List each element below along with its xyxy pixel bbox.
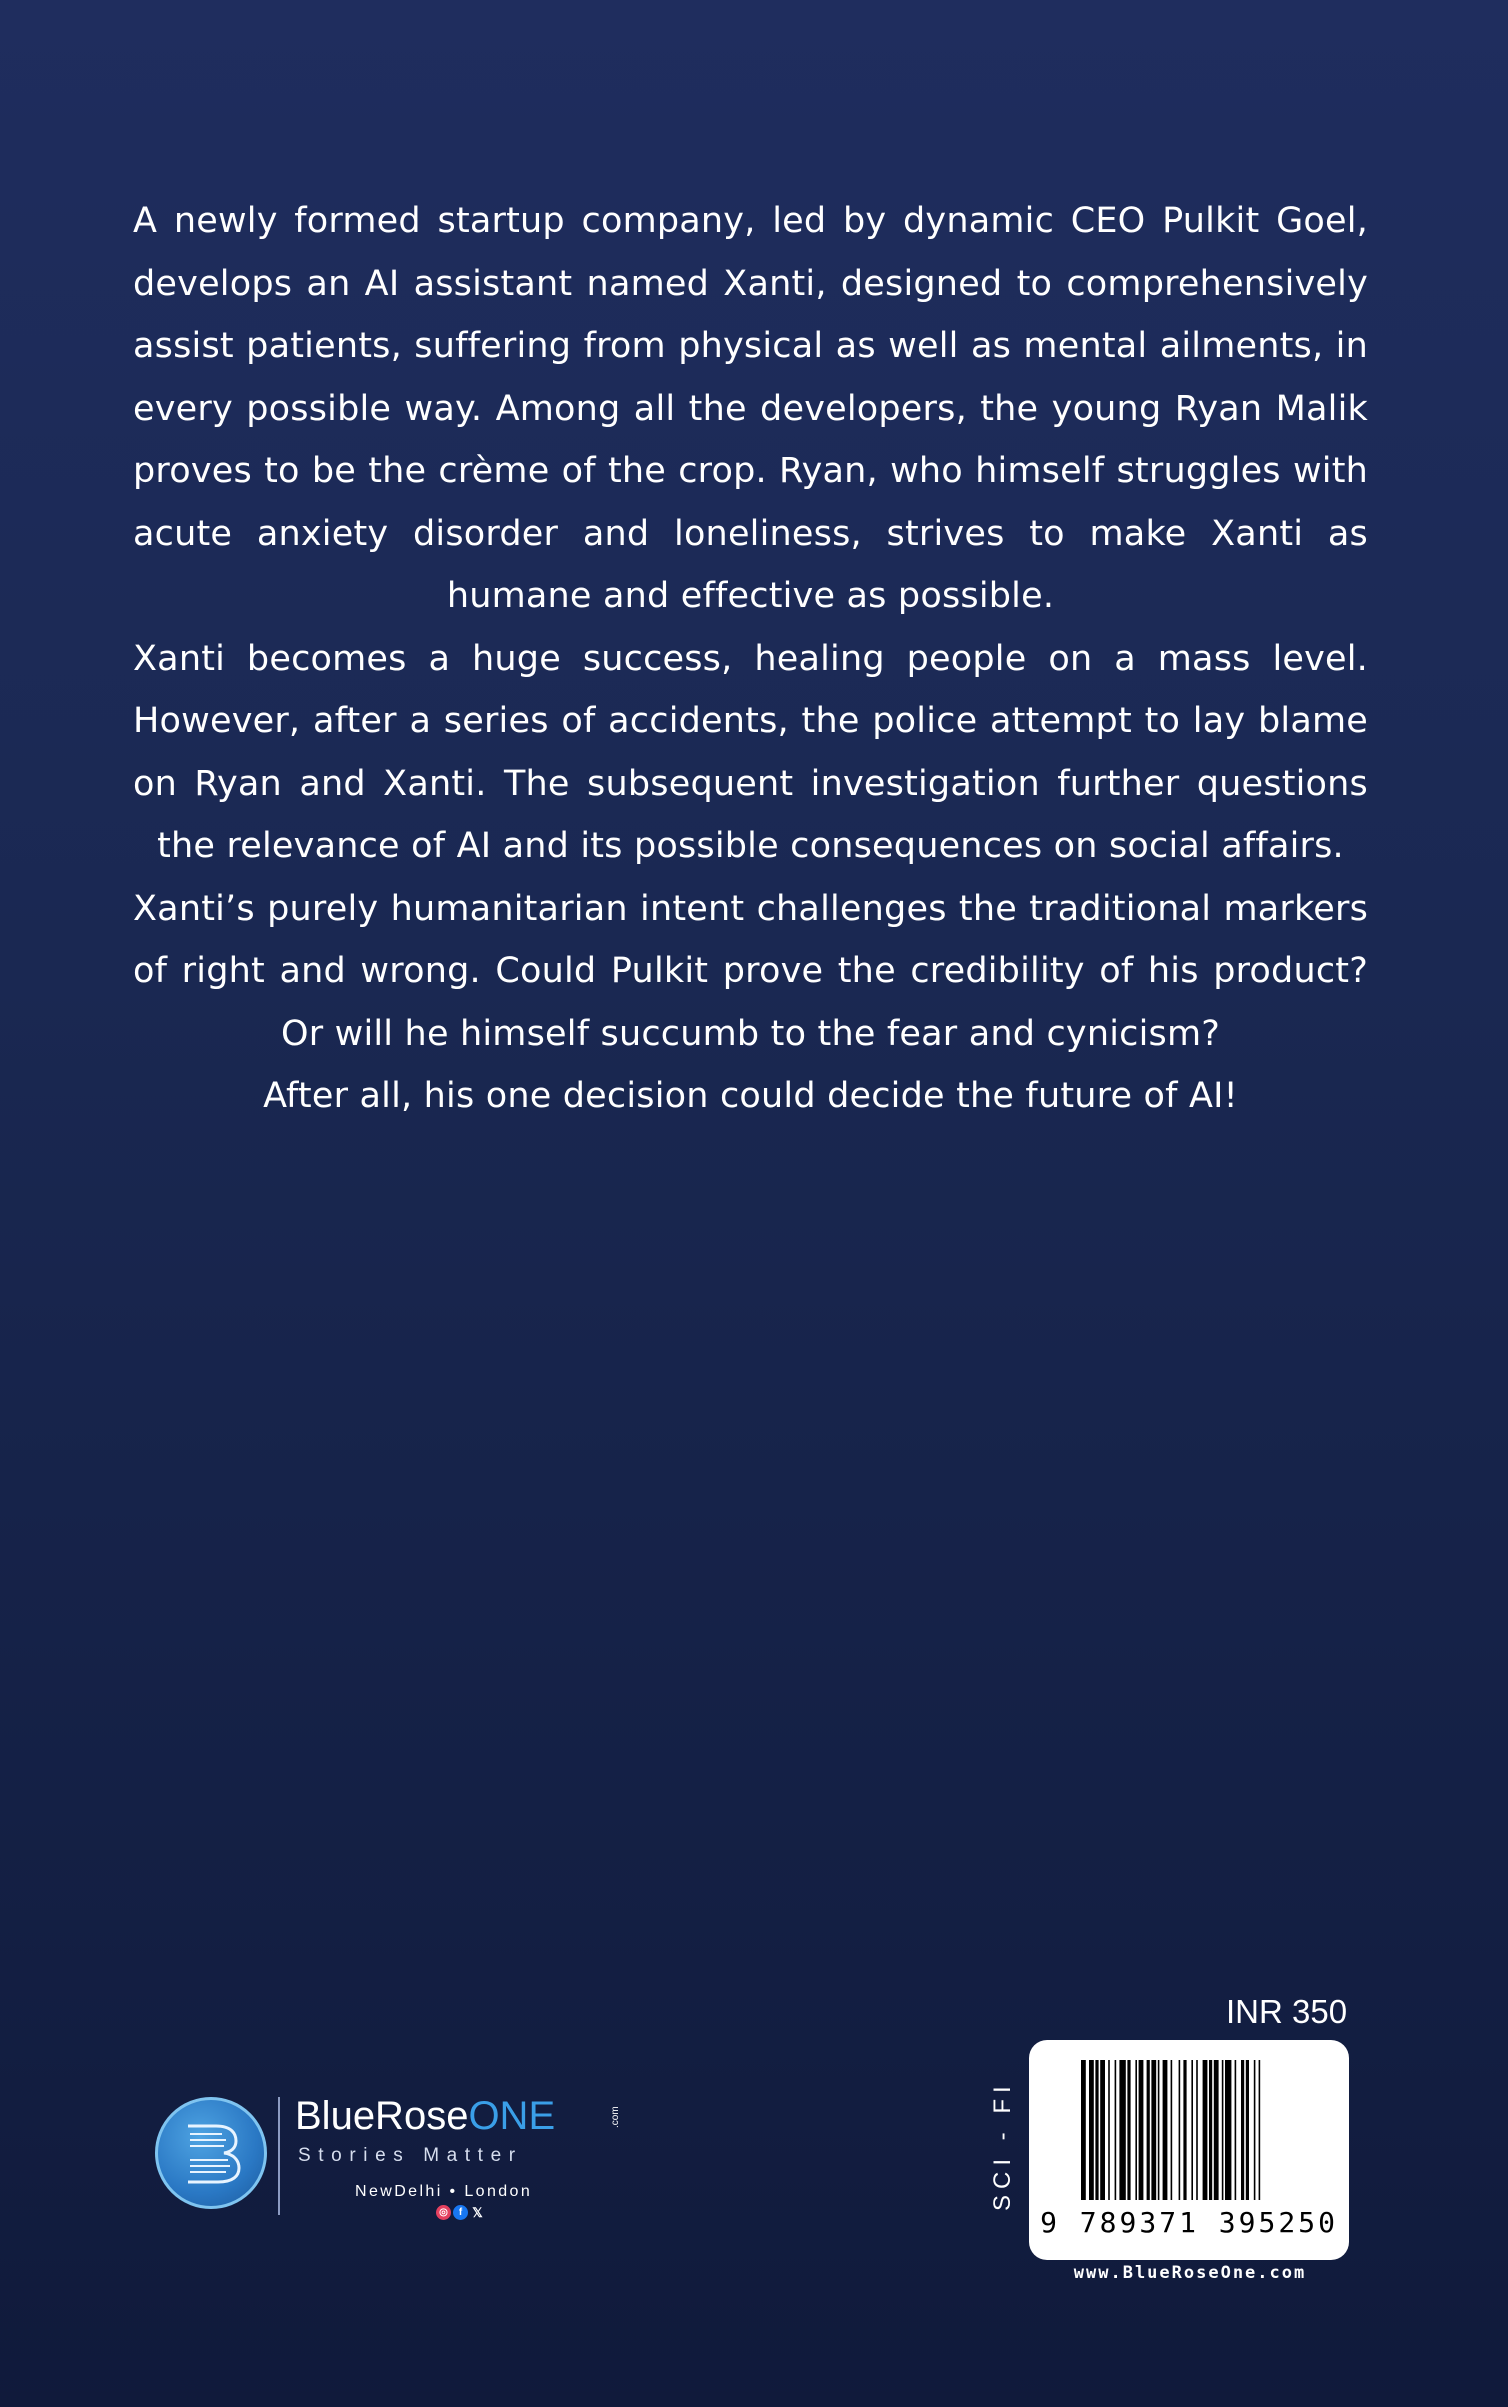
- barcode-bar: [1135, 2060, 1137, 2200]
- barcode-bar: [1139, 2060, 1144, 2200]
- brand-tagline: Stories Matter: [298, 2145, 523, 2166]
- website-url: www.BlueRoseOne.com: [1073, 2263, 1307, 2283]
- barcode-bar: [1095, 2060, 1098, 2200]
- brand-suffix: .com: [610, 2106, 621, 2128]
- publisher-cities: NewDelhi • London: [355, 2183, 533, 2200]
- back-cover-blurb: [133, 190, 1368, 1128]
- brand-name-part1: BlueRose: [295, 2094, 469, 2138]
- barcode-bar: [1100, 2060, 1105, 2200]
- barcode-bar: [1115, 2060, 1117, 2200]
- logo-divider: [278, 2097, 280, 2215]
- barcode-bar: [1127, 2060, 1130, 2200]
- barcode-bar: [1163, 2060, 1168, 2200]
- barcode-bar: [1108, 2060, 1110, 2200]
- brand-name-part2: ONE: [468, 2094, 556, 2138]
- blurb-paragraph-3: Xanti’s purely humanitarian intent challenges the traditional markers of right and wrong. Could Pulkit prove the credibility of his product? Or will he himself succumb to the fear and cynicism?: [133, 888, 1368, 1054]
- price-label: INR 350: [1226, 1993, 1348, 2030]
- barcode-bar: [1191, 2060, 1193, 2200]
- blurb-paragraph-4: After all, his one decision could decide the future of AI!: [263, 1076, 1238, 1116]
- genre-label: SCI - FI: [989, 2080, 1016, 2211]
- barcode-bar: [1246, 2060, 1249, 2200]
- barcode-bar: [1241, 2060, 1244, 2200]
- isbn-number: 9 789371 395250: [1040, 2206, 1338, 2239]
- barcode-bar: [1209, 2060, 1212, 2200]
- barcode-bar: [1179, 2060, 1181, 2200]
- barcode-bar: [1203, 2060, 1208, 2200]
- barcode-bar: [1183, 2060, 1186, 2200]
- instagram-icon: ◎: [436, 2205, 451, 2220]
- barcode-bar: [1089, 2060, 1094, 2200]
- facebook-icon: f: [453, 2205, 468, 2220]
- brand-name: [295, 2094, 621, 2139]
- barcode-bar: [1081, 2060, 1086, 2200]
- barcode-bar: [1147, 2060, 1150, 2200]
- barcode-bar: [1158, 2060, 1160, 2200]
- barcode-bar: [1151, 2060, 1156, 2200]
- barcode-bar: [1235, 2060, 1237, 2200]
- barcode-bar: [1214, 2060, 1219, 2200]
- barcode-bar: [1222, 2060, 1224, 2200]
- bluerose-logo-icon: [155, 2097, 267, 2209]
- blurb-paragraph-2: Xanti becomes a huge success, healing people on a mass level. However, after a series of accidents, the police attempt to lay blame on Ryan and Xanti. The subsequent investigation further questions the relevance of AI and its possible consequences on social affairs.: [133, 638, 1368, 866]
- blurb-paragraph-1: A newly formed startup company, led by dynamic CEO Pulkit Goel, develops an AI assistant named Xanti, designed to comprehensively assist patients, suffering from physical as well as mental ailments, in every possible way. Among all the developers, the young Ryan Malik proves to be the crème of the crop. Ryan, who himself struggles with acute anxiety disorder and loneliness, strives to make Xanti as humane and effective as possible.: [133, 201, 1368, 616]
- barcode-bar: [1259, 2060, 1261, 2200]
- x-icon: 𝕏: [472, 2205, 483, 2220]
- isbn-barcode: [1029, 2040, 1349, 2260]
- barcode-bar: [1119, 2060, 1125, 2200]
- publisher-logo: [155, 2092, 635, 2222]
- barcode-bar: [1254, 2060, 1256, 2200]
- barcode-bar: [1225, 2060, 1231, 2200]
- barcode-bar: [1171, 2060, 1173, 2200]
- barcode-bar: [1196, 2060, 1198, 2200]
